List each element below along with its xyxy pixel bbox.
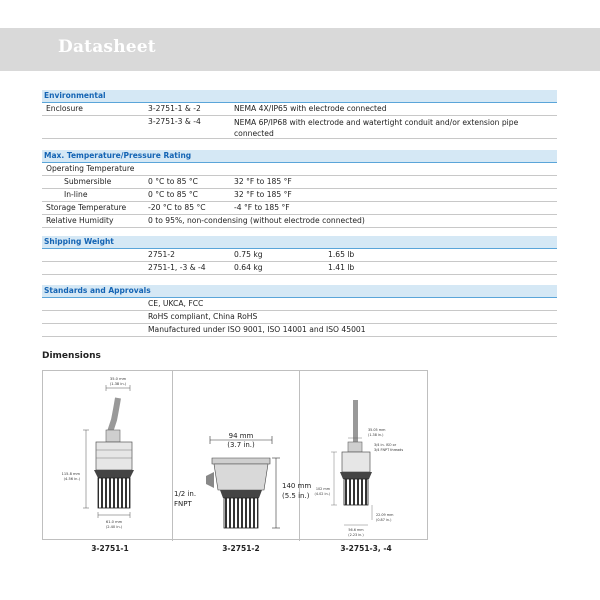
drawing-3-2751-2 (174, 432, 311, 528)
row-value: NEMA 4X/IP65 with electrode connected (234, 104, 387, 113)
drawing-caption: 3-2751-1 (91, 544, 129, 553)
section-heading: Environmental (42, 90, 557, 103)
dim-label: 56.6 mm (348, 528, 364, 532)
dim-label: FNPT (174, 500, 192, 508)
electrode-guard-shape (224, 498, 258, 528)
dim-label: 3/4 in. ISO or (374, 443, 397, 447)
row-model: 2751-2 (148, 250, 175, 259)
row-fahrenheit: 32 °F to 185 °F (234, 190, 292, 199)
section-heading: Standards and Approvals (42, 285, 557, 298)
row-label: Relative Humidity (46, 216, 114, 225)
row-value: CE, UKCA, FCC (148, 299, 204, 308)
dim-label: (2.40 in.) (105, 525, 123, 529)
row-label: Storage Temperature (46, 203, 127, 212)
collar-shape (220, 490, 262, 498)
row-lb: 1.41 lb (328, 263, 355, 272)
drawing-caption: 3-2751-3, -4 (340, 544, 392, 553)
dimensions-title: Dimensions (42, 351, 101, 361)
dim-label: 61.0 mm (105, 520, 123, 524)
row-value: Manufactured under ISO 9001, ISO 14001 and ISO 45001 (148, 325, 366, 334)
banner-title: Datasheet (58, 37, 156, 57)
row-celsius: -20 °C to 85 °C (148, 203, 206, 212)
dim-label: (1.38 in.) (368, 433, 384, 437)
drawing-3-2751-3-4 (315, 400, 404, 537)
dim-label: (2.23 in.) (348, 533, 364, 537)
thread-shape (348, 442, 362, 452)
dim-label: (0.87 in.) (376, 518, 392, 522)
drawing-3-2751-1 (62, 377, 134, 529)
dim-label: 94 mm (228, 432, 254, 440)
dim-label: 115.8 mm (61, 472, 80, 476)
electrode-guard-shape (98, 478, 130, 508)
row-value: RoHS compliant, China RoHS (148, 312, 258, 321)
row-celsius: 0 °C to 85 °C (148, 190, 198, 199)
dim-label: (1.38 in.) (109, 382, 127, 386)
row-celsius: 0 °C to 85 °C (148, 177, 198, 186)
housing-shape (342, 452, 370, 472)
section-heading: Max. Temperature/Pressure Rating (42, 150, 557, 163)
cap-shape (212, 458, 270, 464)
conduit-port-shape (206, 472, 214, 488)
dim-label: 140 mm (282, 482, 312, 490)
row-value: NEMA 6P/IP68 with electrode and watertight conduit and/or extension pipe connected (234, 118, 519, 138)
row-fahrenheit: 32 °F to 185 °F (234, 177, 292, 186)
row-lb: 1.65 lb (328, 250, 355, 259)
row-fahrenheit: -4 °F to 185 °F (234, 203, 290, 212)
dim-label: (4.56 in.) (63, 477, 80, 481)
extension-pipe-shape (353, 400, 358, 442)
dim-label: 102 mm (315, 487, 330, 491)
dim-label: (4.02 in.) (314, 492, 330, 496)
electrode-guard-shape (344, 479, 368, 505)
row-model: 3-2751-1 & -2 (148, 104, 201, 113)
dim-label: 22.09 mm (376, 513, 394, 517)
dim-label: (3.7 in.) (227, 441, 255, 449)
row-label: In-line (64, 190, 88, 199)
row-label: Enclosure (46, 104, 83, 113)
dim-label: 1/2 in. (174, 490, 197, 498)
housing-shape (96, 442, 132, 470)
cable-shape (110, 398, 118, 432)
row-value: 0 to 95%, non-condensing (without electrode connected) (148, 216, 365, 225)
row-kg: 0.64 kg (234, 263, 263, 272)
cable-gland-shape (106, 430, 120, 442)
row-model: 2751-1, -3 & -4 (148, 263, 206, 272)
collar-shape (340, 472, 372, 479)
row-label: Submersible (64, 177, 112, 186)
row-label: Operating Temperature (46, 164, 135, 173)
dim-label: 35.05 mm (368, 428, 386, 432)
dim-label: 3/4 FNPT threads (374, 448, 404, 452)
row-kg: 0.75 kg (234, 250, 263, 259)
row-model: 3-2751-3 & -4 (148, 117, 201, 126)
dim-label: (5.5 in.) (282, 492, 310, 500)
drawing-caption: 3-2751-2 (222, 544, 260, 553)
dim-label: 35.0 mm (109, 377, 127, 381)
housing-shape (214, 464, 268, 490)
collar-shape (94, 470, 134, 478)
section-heading: Shipping Weight (42, 236, 557, 249)
